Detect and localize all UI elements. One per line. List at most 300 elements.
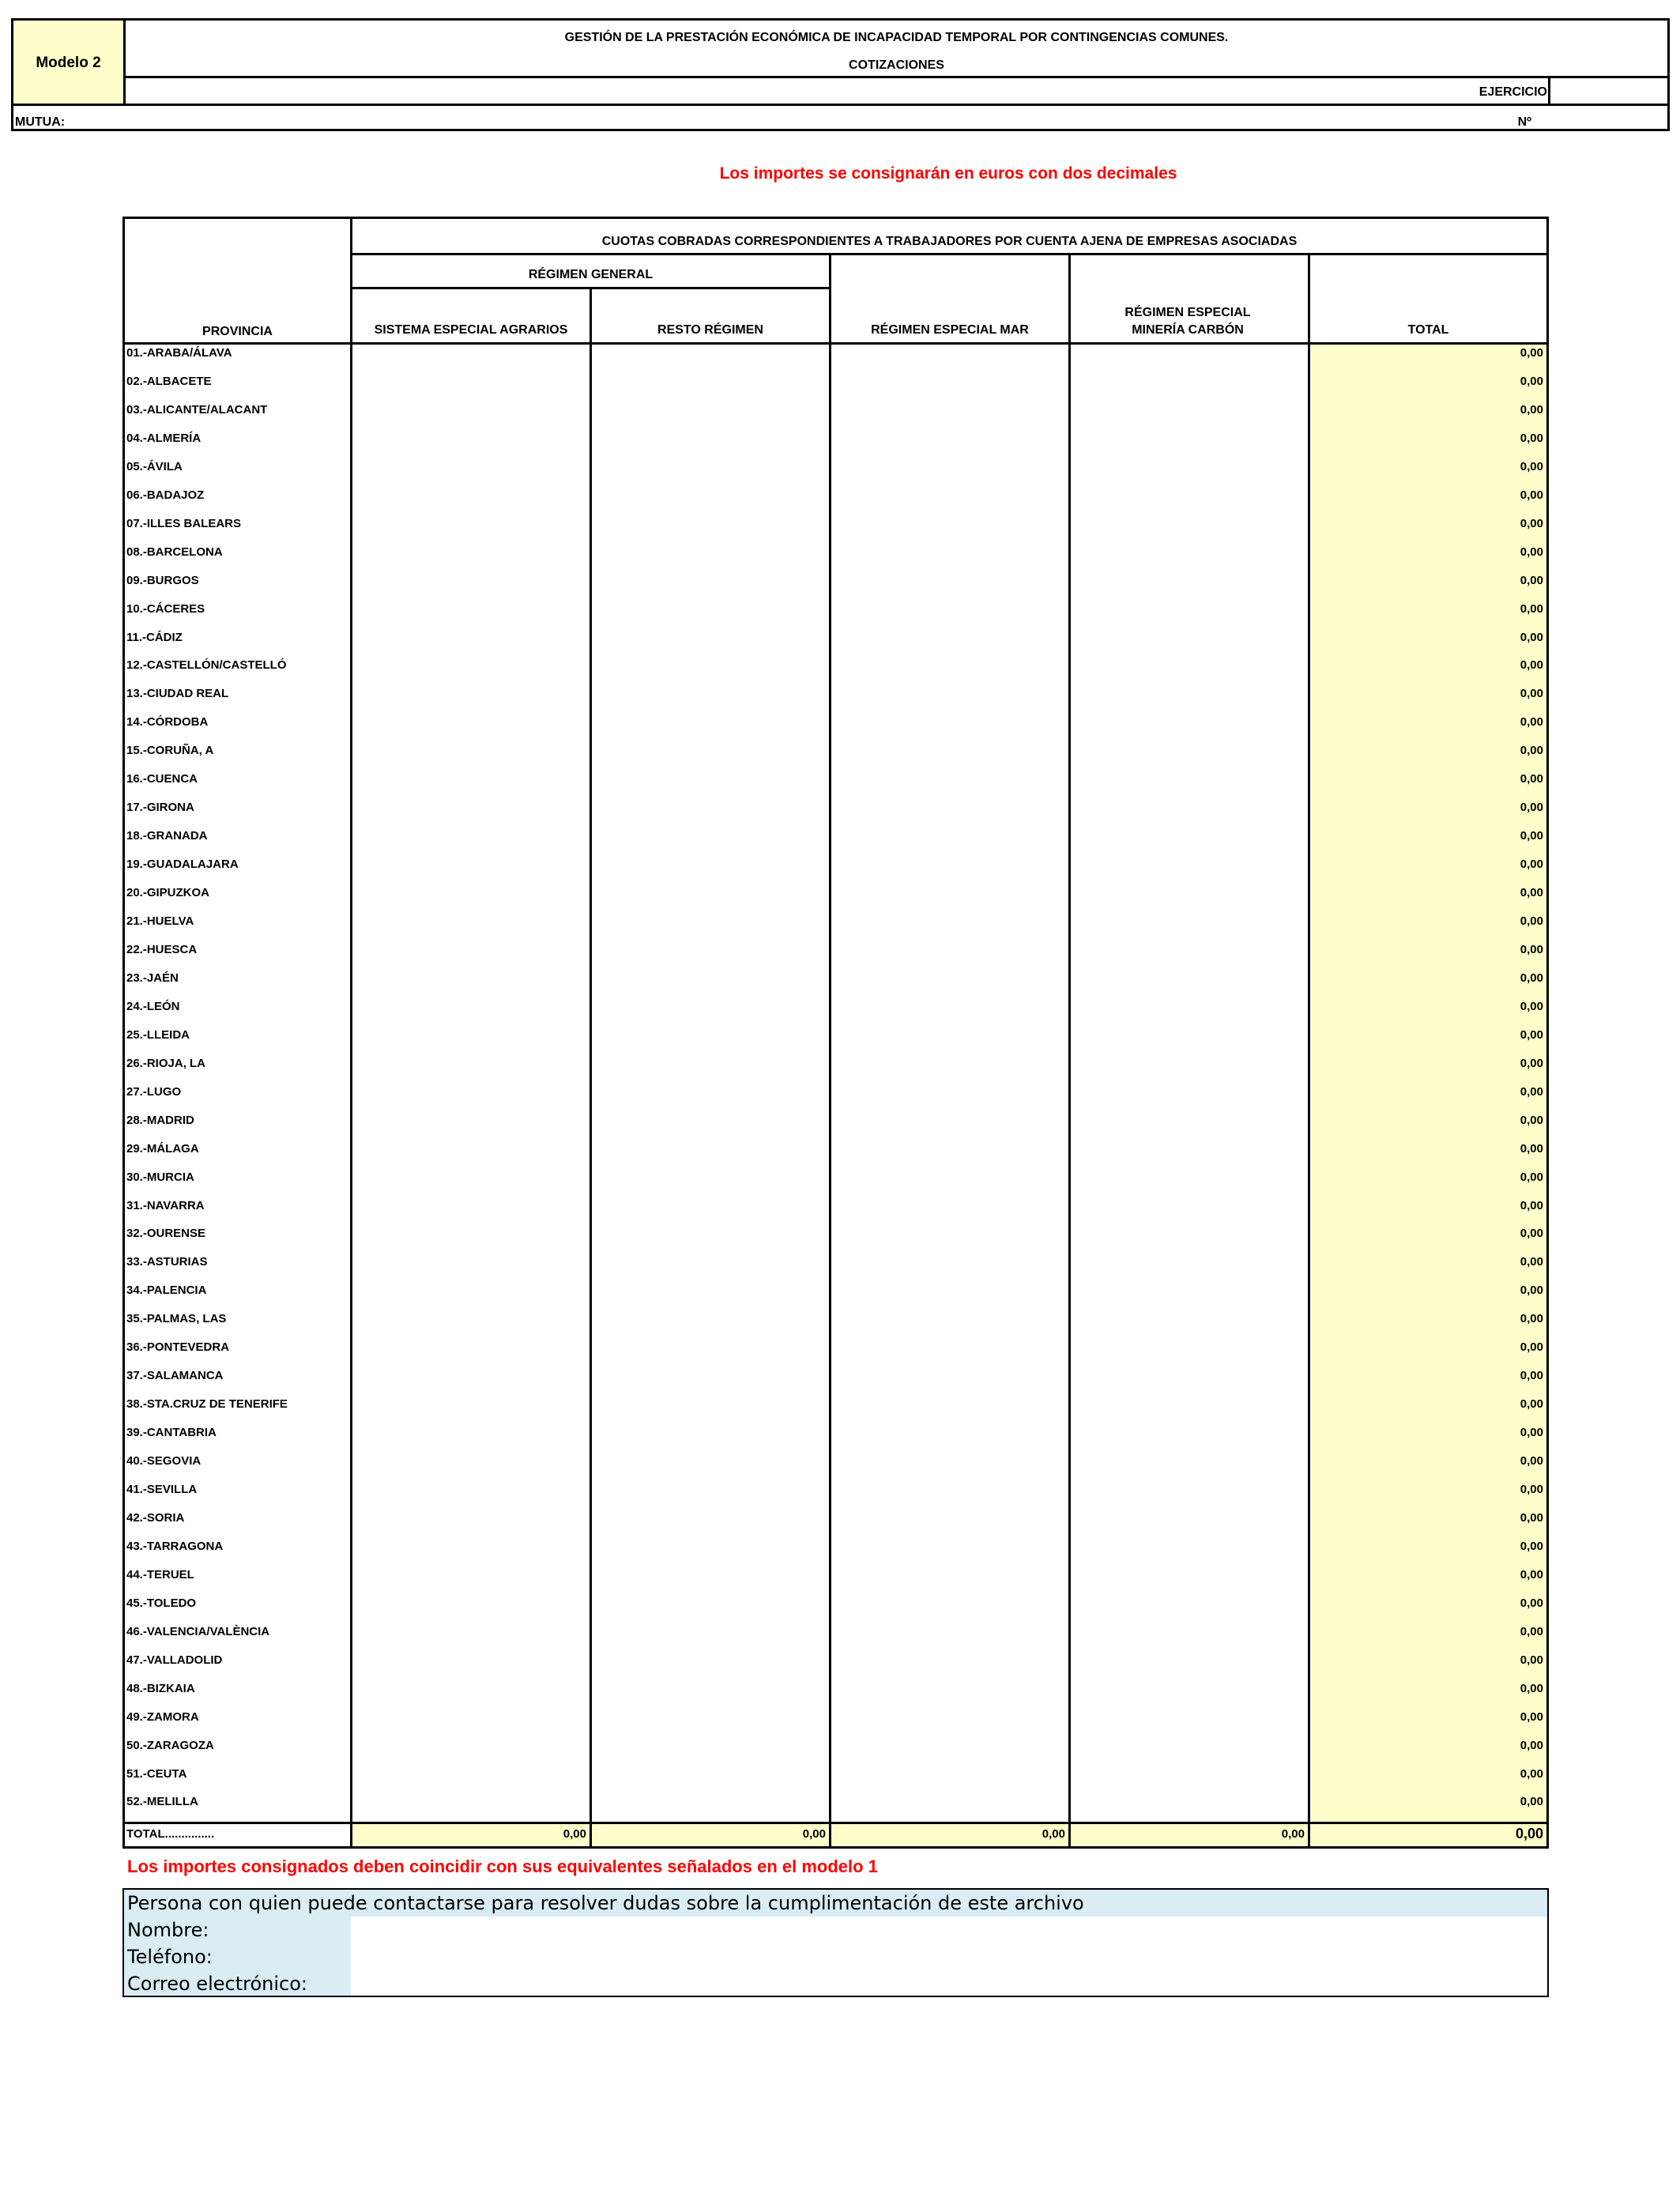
- mineria-cell[interactable]: [1071, 1764, 1308, 1791]
- province-total: 0,00: [1520, 488, 1543, 502]
- mineria-cell[interactable]: [1071, 343, 1308, 370]
- mar-cell[interactable]: [831, 1025, 1068, 1052]
- resto-cell[interactable]: [592, 542, 829, 569]
- resto-cell[interactable]: [592, 1252, 829, 1279]
- agrarios-cell[interactable]: [352, 854, 590, 881]
- mar-cell[interactable]: [831, 1337, 1068, 1364]
- province-total: 0,00: [1520, 1682, 1543, 1695]
- province-label: 35.-PALMAS, LAS: [126, 1312, 227, 1325]
- province-label: 09.-BURGOS: [126, 574, 199, 587]
- resto-cell[interactable]: [592, 1082, 829, 1109]
- mineria-cell[interactable]: [1071, 968, 1308, 995]
- mar-cell[interactable]: [831, 1650, 1068, 1677]
- agrarios-cell[interactable]: [352, 371, 590, 398]
- province-total: 0,00: [1520, 1284, 1543, 1297]
- mar-cell[interactable]: [831, 1110, 1068, 1137]
- resto-cell[interactable]: [592, 1223, 829, 1250]
- agrarios-cell[interactable]: [352, 400, 590, 427]
- agrarios-cell[interactable]: [352, 769, 590, 796]
- resto-cell[interactable]: [592, 371, 829, 398]
- province-label: 01.-ARABA/ÁLAVA: [126, 346, 232, 360]
- mar-cell[interactable]: [831, 1679, 1068, 1706]
- mar-cell[interactable]: [831, 457, 1068, 484]
- province-total: 0,00: [1520, 1568, 1543, 1581]
- agrarios-cell[interactable]: [352, 343, 590, 370]
- mar-cell[interactable]: [831, 514, 1068, 541]
- mineria-cell[interactable]: [1071, 1082, 1308, 1109]
- mineria-cell[interactable]: [1071, 485, 1308, 512]
- resto-cell[interactable]: [592, 428, 829, 455]
- agrarios-cell[interactable]: [352, 1252, 590, 1279]
- agrarios-cell[interactable]: [352, 1480, 590, 1506]
- mineria-cell[interactable]: [1071, 599, 1308, 626]
- total-mineria: 0,00: [1281, 1827, 1305, 1841]
- province-label: 17.-GIRONA: [126, 801, 194, 814]
- column-header-resto: RESTO RÉGIMEN: [657, 323, 763, 337]
- resto-cell[interactable]: [592, 883, 829, 910]
- mineria-cell[interactable]: [1071, 1252, 1308, 1279]
- correo-label: Correo electrónico:: [127, 1973, 307, 1995]
- agrarios-cell[interactable]: [352, 457, 590, 484]
- correo-field[interactable]: [351, 1970, 1547, 1996]
- resto-cell[interactable]: [592, 1025, 829, 1052]
- mar-cell[interactable]: [831, 1593, 1068, 1620]
- resto-cell[interactable]: [592, 968, 829, 995]
- agrarios-cell[interactable]: [352, 1054, 590, 1080]
- agrarios-cell[interactable]: [352, 1565, 590, 1592]
- model-label: Modelo 2: [13, 21, 126, 106]
- mar-cell[interactable]: [831, 1196, 1068, 1223]
- mar-cell[interactable]: [831, 1508, 1068, 1535]
- nombre-field[interactable]: [351, 1917, 1547, 1943]
- resto-cell[interactable]: [592, 741, 829, 767]
- province-label: 37.-SALAMANCA: [126, 1369, 224, 1382]
- agrarios-cell[interactable]: [352, 1593, 590, 1620]
- column-header-mineria: RÉGIMEN ESPECIAL MINERÍA CARBÓN: [1124, 306, 1251, 337]
- agrarios-cell[interactable]: [352, 1082, 590, 1109]
- province-total: 0,00: [1520, 1255, 1543, 1269]
- province-label: 46.-VALENCIA/VALÈNCIA: [126, 1625, 270, 1638]
- province-label: 23.-JAÉN: [126, 971, 179, 985]
- mar-cell[interactable]: [831, 628, 1068, 654]
- province-total: 0,00: [1520, 1369, 1543, 1382]
- agrarios-cell[interactable]: [352, 514, 590, 541]
- mineria-cell[interactable]: [1071, 769, 1308, 796]
- province-total: 0,00: [1520, 1028, 1543, 1042]
- mar-cell[interactable]: [831, 1764, 1068, 1791]
- resto-cell[interactable]: [592, 655, 829, 682]
- mar-cell[interactable]: [831, 1480, 1068, 1506]
- mineria-cell[interactable]: [1071, 1593, 1308, 1620]
- mar-cell[interactable]: [831, 1423, 1068, 1449]
- mineria-cell[interactable]: [1071, 797, 1308, 824]
- mineria-cell[interactable]: [1071, 571, 1308, 598]
- mineria-cell[interactable]: [1071, 1025, 1308, 1052]
- mar-cell[interactable]: [831, 712, 1068, 739]
- resto-cell[interactable]: [592, 1736, 829, 1762]
- province-total: 0,00: [1520, 1653, 1543, 1667]
- mar-cell[interactable]: [831, 769, 1068, 796]
- agrarios-cell[interactable]: [352, 571, 590, 598]
- agrarios-cell[interactable]: [352, 1736, 590, 1762]
- resto-cell[interactable]: [592, 1622, 829, 1649]
- resto-cell[interactable]: [592, 485, 829, 512]
- contact-box: [122, 1888, 1549, 1997]
- agrarios-cell[interactable]: [352, 1451, 590, 1478]
- mar-cell[interactable]: [831, 1707, 1068, 1734]
- form-title: GESTIÓN DE LA PRESTACIÓN ECONÓMICA DE INCAPACIDAD TEMPORAL POR CONTINGENCIAS COMUNES.: [564, 31, 1229, 44]
- resto-cell[interactable]: [592, 1167, 829, 1194]
- resto-cell[interactable]: [592, 940, 829, 967]
- agrarios-cell[interactable]: [352, 1423, 590, 1449]
- contact-title: Persona con quien puede contactarse para resolver dudas sobre la cumplimentación de este archivo: [127, 1892, 1084, 1914]
- mar-cell[interactable]: [831, 940, 1068, 967]
- province-label: 38.-STA.CRUZ DE TENERIFE: [126, 1397, 288, 1411]
- province-label: 47.-VALLADOLID: [126, 1653, 223, 1667]
- province-total: 0,00: [1520, 346, 1543, 360]
- mineria-cell[interactable]: [1071, 1792, 1308, 1819]
- mar-cell[interactable]: [831, 400, 1068, 427]
- mineria-cell[interactable]: [1071, 1650, 1308, 1677]
- province-total: 0,00: [1520, 1114, 1543, 1127]
- resto-cell[interactable]: [592, 826, 829, 853]
- mineria-cell[interactable]: [1071, 1167, 1308, 1194]
- province-label: 18.-GRANADA: [126, 829, 208, 843]
- grand-total: 0,00: [1515, 1826, 1543, 1842]
- total-agrarios: 0,00: [563, 1827, 586, 1841]
- mar-cell[interactable]: [831, 571, 1068, 598]
- province-total: 0,00: [1520, 1340, 1543, 1354]
- resto-cell[interactable]: [592, 571, 829, 598]
- agrarios-cell[interactable]: [352, 655, 590, 682]
- province-total: 0,00: [1520, 1483, 1543, 1496]
- agrarios-cell[interactable]: [352, 1622, 590, 1649]
- province-total: 0,00: [1520, 1767, 1543, 1781]
- agrarios-cell[interactable]: [352, 1508, 590, 1535]
- agrarios-cell[interactable]: [352, 940, 590, 967]
- mar-cell[interactable]: [831, 1167, 1068, 1194]
- agrarios-cell[interactable]: [352, 542, 590, 569]
- province-total: 0,00: [1520, 914, 1543, 928]
- telefono-field[interactable]: [351, 1943, 1547, 1970]
- agrarios-cell[interactable]: [352, 1337, 590, 1364]
- province-label: 45.-TOLEDO: [126, 1596, 197, 1610]
- resto-cell[interactable]: [592, 1679, 829, 1706]
- agrarios-cell[interactable]: [352, 1394, 590, 1421]
- resto-cell[interactable]: [592, 854, 829, 881]
- province-label: 02.-ALBACETE: [126, 375, 212, 388]
- mar-cell[interactable]: [831, 911, 1068, 938]
- resto-cell[interactable]: [592, 1423, 829, 1449]
- mineria-cell[interactable]: [1071, 997, 1308, 1023]
- mar-cell[interactable]: [831, 1054, 1068, 1080]
- agrarios-cell[interactable]: [352, 1764, 590, 1791]
- mar-cell[interactable]: [831, 1622, 1068, 1649]
- mar-cell[interactable]: [831, 797, 1068, 824]
- agrarios-cell[interactable]: [352, 428, 590, 455]
- mineria-cell[interactable]: [1071, 514, 1308, 541]
- mineria-cell[interactable]: [1071, 1679, 1308, 1706]
- province-total: 0,00: [1520, 943, 1543, 956]
- province-total: 0,00: [1520, 1710, 1543, 1724]
- province-label: 21.-HUELVA: [126, 914, 194, 928]
- mar-cell[interactable]: [831, 1792, 1068, 1819]
- total-resto: 0,00: [802, 1827, 826, 1841]
- mar-cell[interactable]: [831, 1309, 1068, 1336]
- province-label: 27.-LUGO: [126, 1085, 182, 1099]
- telefono-label: Teléfono:: [127, 1946, 213, 1968]
- mineria-cell[interactable]: [1071, 741, 1308, 767]
- resto-cell[interactable]: [592, 400, 829, 427]
- province-total: 0,00: [1520, 1739, 1543, 1752]
- mineria-cell[interactable]: [1071, 542, 1308, 569]
- agrarios-cell[interactable]: [352, 1707, 590, 1734]
- province-label: 43.-TARRAGONA: [126, 1540, 224, 1553]
- province-total: 0,00: [1520, 829, 1543, 843]
- mar-cell[interactable]: [831, 854, 1068, 881]
- province-label: 16.-CUENCA: [126, 772, 198, 786]
- mineria-cell[interactable]: [1071, 628, 1308, 654]
- resto-cell[interactable]: [592, 1792, 829, 1819]
- province-label: 41.-SEVILLA: [126, 1483, 198, 1496]
- mineria-cell[interactable]: [1071, 712, 1308, 739]
- agrarios-cell[interactable]: [352, 1196, 590, 1223]
- agrarios-cell[interactable]: [352, 712, 590, 739]
- mar-cell[interactable]: [831, 1280, 1068, 1307]
- province-label: 15.-CORUÑA, A: [126, 744, 214, 757]
- resto-cell[interactable]: [592, 997, 829, 1023]
- numero-label: Nº: [1517, 115, 1531, 129]
- province-label: 40.-SEGOVIA: [126, 1454, 202, 1468]
- agrarios-cell[interactable]: [352, 1223, 590, 1250]
- province-label: 20.-GIPUZKOA: [126, 886, 210, 899]
- province-total: 0,00: [1520, 1454, 1543, 1468]
- province-total: 0,00: [1520, 432, 1543, 445]
- totals-label: TOTAL...............: [126, 1827, 215, 1841]
- mineria-cell[interactable]: [1071, 1280, 1308, 1307]
- mar-cell[interactable]: [831, 1536, 1068, 1563]
- resto-cell[interactable]: [592, 1139, 829, 1166]
- mineria-cell[interactable]: [1071, 1366, 1308, 1393]
- province-total: 0,00: [1520, 1000, 1543, 1013]
- mar-cell[interactable]: [831, 485, 1068, 512]
- province-total: 0,00: [1520, 403, 1543, 417]
- resto-cell[interactable]: [592, 1480, 829, 1506]
- agrarios-cell[interactable]: [352, 1792, 590, 1819]
- mineria-cell[interactable]: [1071, 1480, 1308, 1506]
- province-label: 49.-ZAMORA: [126, 1710, 199, 1724]
- province-label: 22.-HUESCA: [126, 943, 198, 956]
- resto-cell[interactable]: [592, 712, 829, 739]
- ejercicio-field[interactable]: [1550, 78, 1667, 104]
- resto-cell[interactable]: [592, 1650, 829, 1677]
- resto-cell[interactable]: [592, 1764, 829, 1791]
- mar-cell[interactable]: [831, 1252, 1068, 1279]
- mineria-cell[interactable]: [1071, 854, 1308, 881]
- province-total: 0,00: [1520, 602, 1543, 616]
- mar-cell[interactable]: [831, 1223, 1068, 1250]
- resto-cell[interactable]: [592, 1366, 829, 1393]
- agrarios-cell[interactable]: [352, 826, 590, 853]
- mineria-cell[interactable]: [1071, 940, 1308, 967]
- mar-cell[interactable]: [831, 343, 1068, 370]
- mineria-cell[interactable]: [1071, 1622, 1308, 1649]
- province-total: 0,00: [1520, 517, 1543, 530]
- mineria-cell[interactable]: [1071, 400, 1308, 427]
- province-total: 0,00: [1520, 1057, 1543, 1070]
- agrarios-cell[interactable]: [352, 1309, 590, 1336]
- resto-cell[interactable]: [592, 1110, 829, 1137]
- province-label: 29.-MÁLAGA: [126, 1142, 199, 1155]
- mineria-cell[interactable]: [1071, 1309, 1308, 1336]
- province-label: 11.-CÁDIZ: [126, 631, 183, 644]
- mineria-cell[interactable]: [1071, 684, 1308, 711]
- agrarios-cell[interactable]: [352, 741, 590, 767]
- province-total: 0,00: [1520, 1795, 1543, 1808]
- mar-cell[interactable]: [831, 684, 1068, 711]
- resto-cell[interactable]: [592, 1451, 829, 1478]
- agrarios-cell[interactable]: [352, 997, 590, 1023]
- mineria-cell[interactable]: [1071, 826, 1308, 853]
- mar-cell[interactable]: [831, 1394, 1068, 1421]
- mar-cell[interactable]: [831, 997, 1068, 1023]
- form-header: [11, 18, 1670, 131]
- bottom-note: Los importes consignados deben coincidir con sus equivalentes señalados en el modelo 1: [127, 1857, 878, 1876]
- province-label: 24.-LEÓN: [126, 1000, 180, 1013]
- province-total: 0,00: [1520, 1426, 1543, 1439]
- resto-cell[interactable]: [592, 343, 829, 370]
- mineria-cell[interactable]: [1071, 1223, 1308, 1250]
- province-label: 10.-CÁCERES: [126, 602, 205, 616]
- mar-cell[interactable]: [831, 1139, 1068, 1166]
- province-total: 0,00: [1520, 1227, 1543, 1240]
- agrarios-cell[interactable]: [352, 1139, 590, 1166]
- resto-cell[interactable]: [592, 1394, 829, 1421]
- resto-cell[interactable]: [592, 769, 829, 796]
- agrarios-cell[interactable]: [352, 1650, 590, 1677]
- main-column-header: CUOTAS COBRADAS CORRESPONDIENTES A TRABAJADORES POR CUENTA AJENA DE EMPRESAS ASOCIADAS: [601, 235, 1298, 248]
- mar-cell[interactable]: [831, 968, 1068, 995]
- mar-cell[interactable]: [831, 1366, 1068, 1393]
- mineria-cell[interactable]: [1071, 655, 1308, 682]
- mar-cell[interactable]: [831, 1736, 1068, 1762]
- mutua-field[interactable]: [92, 106, 1436, 131]
- resto-cell[interactable]: [592, 514, 829, 541]
- mineria-cell[interactable]: [1071, 1110, 1308, 1137]
- province-label: 44.-TERUEL: [126, 1568, 194, 1581]
- agrarios-cell[interactable]: [352, 968, 590, 995]
- resto-cell[interactable]: [592, 1565, 829, 1592]
- agrarios-cell[interactable]: [352, 1536, 590, 1563]
- agrarios-cell[interactable]: [352, 1025, 590, 1052]
- nombre-label: Nombre:: [127, 1919, 209, 1941]
- mineria-cell[interactable]: [1071, 1394, 1308, 1421]
- agrarios-cell[interactable]: [352, 883, 590, 910]
- mineria-cell[interactable]: [1071, 1565, 1308, 1592]
- mineria-cell[interactable]: [1071, 883, 1308, 910]
- resto-cell[interactable]: [592, 1508, 829, 1535]
- resto-cell[interactable]: [592, 797, 829, 824]
- resto-cell[interactable]: [592, 1536, 829, 1563]
- resto-cell[interactable]: [592, 628, 829, 654]
- agrarios-cell[interactable]: [352, 1366, 590, 1393]
- resto-cell[interactable]: [592, 911, 829, 938]
- agrarios-cell[interactable]: [352, 1110, 590, 1137]
- province-total: 0,00: [1520, 744, 1543, 757]
- resto-cell[interactable]: [592, 1196, 829, 1223]
- resto-cell[interactable]: [592, 1280, 829, 1307]
- agrarios-cell[interactable]: [352, 1280, 590, 1307]
- mar-cell[interactable]: [831, 1451, 1068, 1478]
- resto-cell[interactable]: [592, 1707, 829, 1734]
- agrarios-cell[interactable]: [352, 684, 590, 711]
- mineria-cell[interactable]: [1071, 371, 1308, 398]
- agrarios-cell[interactable]: [352, 911, 590, 938]
- resto-cell[interactable]: [592, 599, 829, 626]
- mineria-cell[interactable]: [1071, 428, 1308, 455]
- province-label: 36.-PONTEVEDRA: [126, 1340, 230, 1354]
- mineria-cell[interactable]: [1071, 1451, 1308, 1478]
- mineria-cell[interactable]: [1071, 1054, 1308, 1080]
- province-total: 0,00: [1520, 1625, 1543, 1638]
- resto-cell[interactable]: [592, 457, 829, 484]
- form-subtitle: COTIZACIONES: [849, 58, 944, 72]
- resto-cell[interactable]: [592, 1337, 829, 1364]
- mineria-cell[interactable]: [1071, 911, 1308, 938]
- resto-cell[interactable]: [592, 1054, 829, 1080]
- column-header-total: TOTAL: [1407, 323, 1449, 337]
- resto-cell[interactable]: [592, 684, 829, 711]
- mar-cell[interactable]: [831, 371, 1068, 398]
- agrarios-cell[interactable]: [352, 599, 590, 626]
- province-label: 08.-BARCELONA: [126, 545, 223, 559]
- resto-cell[interactable]: [592, 1593, 829, 1620]
- agrarios-cell[interactable]: [352, 797, 590, 824]
- mineria-cell[interactable]: [1071, 457, 1308, 484]
- mar-cell[interactable]: [831, 741, 1068, 767]
- mar-cell[interactable]: [831, 1082, 1068, 1109]
- agrarios-cell[interactable]: [352, 628, 590, 654]
- province-label: 50.-ZARAGOZA: [126, 1739, 214, 1752]
- mar-cell[interactable]: [831, 542, 1068, 569]
- mar-cell[interactable]: [831, 428, 1068, 455]
- agrarios-cell[interactable]: [352, 1167, 590, 1194]
- province-label: 14.-CÓRDOBA: [126, 715, 209, 729]
- province-label: 04.-ALMERÍA: [126, 432, 202, 445]
- mineria-cell[interactable]: [1071, 1196, 1308, 1223]
- province-total: 0,00: [1520, 631, 1543, 644]
- resto-cell[interactable]: [592, 1309, 829, 1336]
- mineria-cell[interactable]: [1071, 1423, 1308, 1449]
- mar-cell[interactable]: [831, 826, 1068, 853]
- mar-cell[interactable]: [831, 1565, 1068, 1592]
- mineria-cell[interactable]: [1071, 1536, 1308, 1563]
- mar-cell[interactable]: [831, 599, 1068, 626]
- mineria-cell[interactable]: [1071, 1707, 1308, 1734]
- mineria-cell[interactable]: [1071, 1139, 1308, 1166]
- mineria-cell[interactable]: [1071, 1337, 1308, 1364]
- province-label: 39.-CANTABRIA: [126, 1426, 217, 1439]
- mar-cell[interactable]: [831, 655, 1068, 682]
- agrarios-cell[interactable]: [352, 1679, 590, 1706]
- mineria-cell[interactable]: [1071, 1736, 1308, 1762]
- mineria-cell[interactable]: [1071, 1508, 1308, 1535]
- agrarios-cell[interactable]: [352, 485, 590, 512]
- province-label: 52.-MELILLA: [126, 1795, 198, 1808]
- mar-cell[interactable]: [831, 883, 1068, 910]
- province-label: 30.-MURCIA: [126, 1171, 194, 1184]
- province-label: 48.-BIZKAIA: [126, 1682, 195, 1695]
